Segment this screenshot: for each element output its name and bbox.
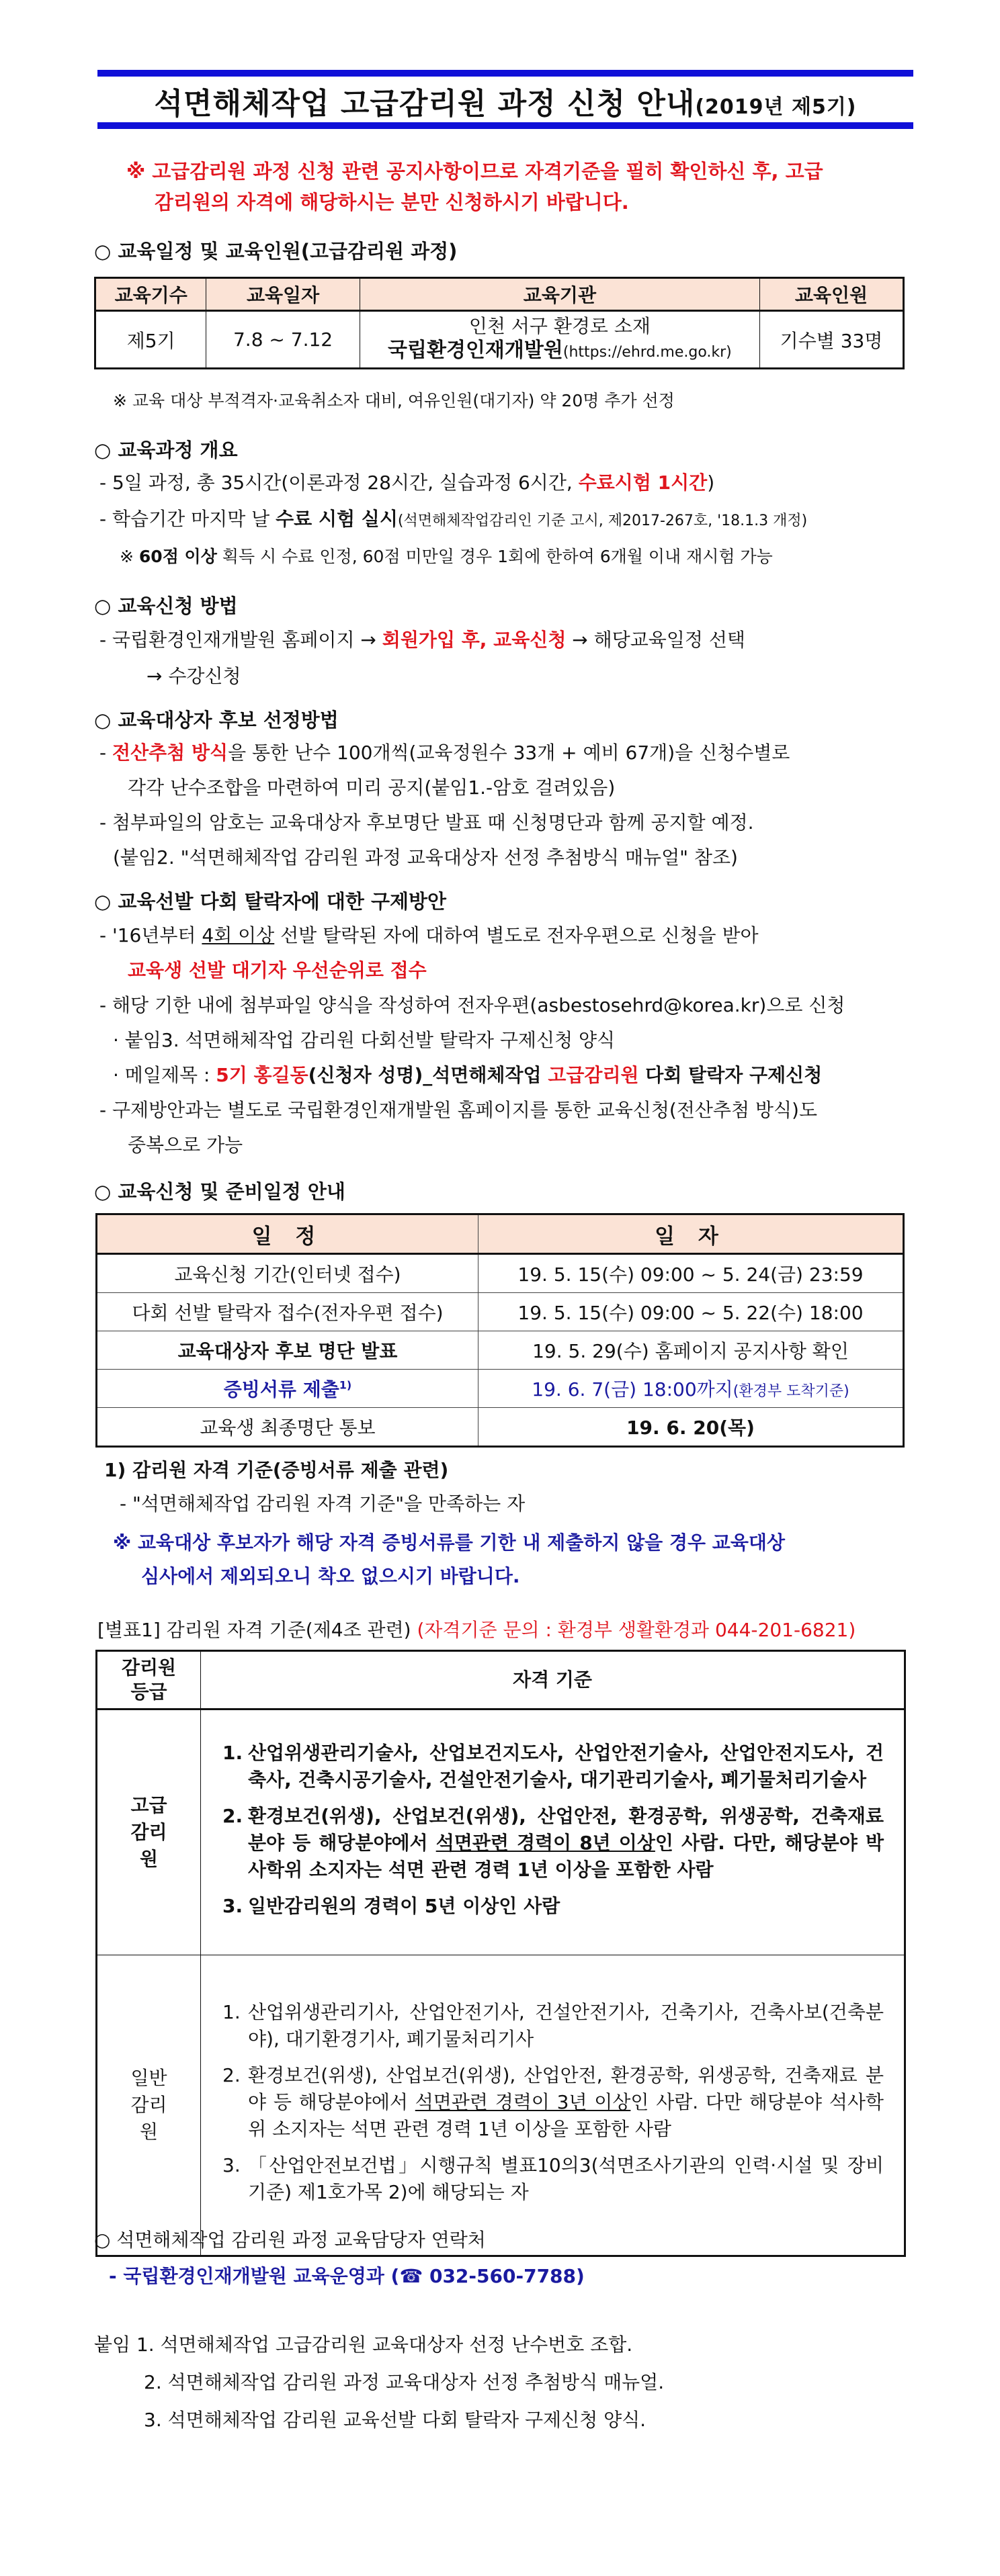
date-cell: 19. 5. 15(수) 09:00 ~ 5. 22(수) 18:00 [478, 1293, 904, 1331]
selection-line-1: - 전산추첨 방식을 통한 난수 100개씩(교육정원수 33개 + 예비 67개)을 신청수별로 [99, 742, 790, 764]
section-timeline-heading: ○ 교육신청 및 준비일정 안내 [94, 1180, 345, 1203]
event-cell: 증빙서류 제출$^{1)}$ [97, 1370, 478, 1408]
footnote-1: 1) 감리원 자격 기준(증빙서류 제출 관련) [104, 1459, 449, 1481]
notice-line-2: 감리원의 자격에 해당하시는 분만 신청하시기 바랍니다. [155, 191, 629, 214]
apply-line-2: → 수강신청 [147, 665, 241, 687]
event-cell: 교육생 최종명단 통보 [97, 1408, 478, 1447]
section-relief-heading: ○ 교육선발 다회 탈락자에 대한 구제방안 [94, 890, 447, 913]
attachment-3: 3. 석면해체작업 감리원 교육선발 다회 탈락자 구제신청 양식. [144, 2409, 647, 2431]
relief-line-3: - 해당 기한 내에 첨부파일 양식을 작성하여 전자우편(asbestosehrd@korea.kr)으로 신청 [99, 994, 845, 1016]
selection-line-3: - 첨부파일의 암호는 교육대상자 후보명단 발표 때 신청명단과 함께 공지할 예정. [99, 811, 754, 834]
warning-line-1: ※ 교육대상 후보자가 해당 자격 증빙서류를 기한 내 제출하지 않을 경우 교육대상 [113, 1531, 785, 1554]
schedule-table [94, 277, 905, 369]
senior-item-3: 3. 일반감리원의 경력이 5년 이상인 사람 [222, 1895, 560, 1917]
header-when: 일 자 [478, 1214, 904, 1254]
general-criteria-cell [201, 1955, 905, 2256]
timeline-row [97, 1408, 904, 1447]
warning-line-2: 심사에서 제외되오니 착오 없으시기 바랍니다. [141, 1565, 520, 1587]
attachment-2: 2. 석면해체작업 감리원 과정 교육대상자 선정 추첨방식 매뉴얼. [144, 2371, 665, 2393]
relief-line-5: · 메일제목 : 5기 홍길동(신청자 성명)_석면해체작업 고급감리원 다회 탈락자 구제신청 [113, 1064, 823, 1086]
timeline-table-header [97, 1214, 904, 1254]
header-event: 일 정 [97, 1214, 478, 1254]
event-cell: 교육대상자 후보 명단 발표 [97, 1331, 478, 1370]
timeline-row [97, 1370, 904, 1408]
footnote-2: - "석면해체작업 감리원 자격 기준"을 만족하는 자 [120, 1493, 526, 1515]
timeline-row [97, 1331, 904, 1370]
senior-row [97, 1709, 905, 1955]
relief-line-2: 교육생 선발 대기자 우선순위로 접수 [128, 959, 427, 981]
institution-address: 인천 서구 환경로 소재 [468, 315, 651, 337]
date-cell: 19. 6. 20(목) [478, 1408, 904, 1447]
section-selection-heading: ○ 교육대상자 후보 선정방법 [94, 709, 339, 731]
overview-line-1: - 5일 과정, 총 35시간(이론과정 28시간, 실습과정 6시간, 수료시험 1시간) [99, 472, 715, 494]
overview-line-2: - 학습기간 마지막 날 수료 시험 실시(석면해체작업감리인 기준 고시, 제2017-267호, '18.1.3 개정) [99, 508, 808, 530]
senior-item-1: 1. 산업위생관리기술사, 산업보건지도사, 산업안전기술사, 산업안전지도사, 건축사, 건축시공기술사, 건설안전기술사, 대기관리기술사, 폐기물처리기술사 [222, 1742, 884, 1791]
notice-line-1: ※ 고급감리원 과정 신청 관련 공지사항이므로 자격기준을 필히 확인하신 후, 고급 [126, 160, 823, 183]
relief-line-6: - 구제방안과는 별도로 국립환경인재개발원 홈페이지를 통한 교육신청(전산추첨 방식)도 [99, 1099, 817, 1121]
page-title: 석면해체작업 고급감리원 과정 신청 안내(2019년 제5기) [154, 87, 857, 121]
title-bottom-bar [97, 122, 913, 129]
timeline-row [97, 1293, 904, 1331]
header-date: 교육일자 [206, 278, 360, 311]
senior-criteria-cell [201, 1709, 905, 1955]
notice-block [126, 156, 909, 218]
cell-date: 7.8 ~ 7.12 [206, 311, 360, 369]
cell-count: 기수별 33명 [760, 311, 904, 369]
title-top-bar [97, 70, 913, 77]
relief-line-4: · 붙임3. 석면해체작업 감리원 다회선발 탈락자 구제신청 양식 [113, 1029, 616, 1051]
date-cell: 19. 5. 15(수) 09:00 ~ 5. 24(금) 23:59 [478, 1254, 904, 1293]
general-grade-cell: 일반 감리원 [97, 1955, 201, 2256]
senior-item-2: 2. 환경보건(위생), 산업보건(위생), 산업안전, 환경공학, 위생공학, 건축재료 분야 등 해당분야에서 석면관련 경력이 8년 이상인 사람. 다만, 해당분야 박사학위 소지자는 석면 관련 경력 1년 이상을 포함한 사람 [222, 1805, 884, 1881]
event-cell: 교육신청 기간(인터넷 접수) [97, 1254, 478, 1293]
general-item-2: 2. 환경보건(위생), 산업보건(위생), 산업안전, 환경공학, 위생공학, 건축재료 분야 등 해당분야에서 석면관련 경력이 3년 이상인 사람. 다만 해당분야 석사학위 소지자는 석면 관련 경력 1년 이상을 포함한 사람 [222, 2064, 884, 2140]
selection-line-2: 각각 난수조합을 마련하여 미리 공지(붙임1.-암호 걸려있음) [128, 776, 616, 799]
qualification-table-header [97, 1651, 905, 1709]
relief-line-1: - '16년부터 4회 이상 선발 탈락된 자에 대하여 별도로 전자우편으로 신청을 받아 [99, 924, 759, 946]
header-term: 교육기수 [95, 278, 206, 311]
cell-term: 제5기 [95, 311, 206, 369]
header-institution: 교육기관 [360, 278, 759, 311]
apply-line-1: - 국립환경인재개발원 홈페이지 → 회원가입 후, 교육신청 → 해당교육일정 선택 [99, 629, 745, 651]
senior-grade-cell: 고급 감리원 [97, 1709, 201, 1955]
cell-institution [360, 311, 759, 369]
schedule-table-header [95, 278, 904, 311]
date-cell: 19. 6. 7(금) 18:00까지(환경부 도착기준) [478, 1370, 904, 1408]
date-cell: 19. 5. 29(수) 홈페이지 공지사항 확인 [478, 1331, 904, 1370]
header-criteria: 자격 기준 [201, 1651, 905, 1709]
institution-name: 국립환경인재개발원 [388, 339, 563, 362]
header-count: 교육인원 [760, 278, 904, 311]
section-apply-heading: ○ 교육신청 방법 [94, 594, 238, 617]
timeline-table [95, 1213, 905, 1448]
title-edition: (2019년 제5기) [695, 95, 857, 119]
qualification-table [95, 1650, 906, 2257]
section-overview-heading: ○ 교육과정 개요 [94, 439, 238, 461]
relief-line-7: 중복으로 가능 [128, 1134, 243, 1156]
schedule-table-row [95, 311, 904, 369]
schedule-note: ※ 교육 대상 부적격자·교육취소자 대비, 여유인원(대기자) 약 20명 추가 선정 [113, 391, 675, 410]
event-cell: 다회 선발 탈락자 접수(전자우편 접수) [97, 1293, 478, 1331]
timeline-row [97, 1254, 904, 1293]
contact-line: - 국립환경인재개발원 교육운영과 (☎ 032-560-7788) [109, 2265, 585, 2287]
institution-url[interactable]: (https://ehrd.me.go.kr) [562, 344, 732, 361]
section-schedule-heading: ○ 교육일정 및 교육인원(고급감리원 과정) [94, 240, 458, 263]
general-item-1: 1. 산업위생관리기사, 산업안전기사, 건설안전기사, 건축기사, 건축사보(건축분야), 대기환경기사, 폐기물처리기사 [222, 2001, 884, 2050]
attachment-1: 붙임 1. 석면해체작업 고급감리원 교육대상자 선정 난수번호 조합. [94, 2334, 633, 2356]
general-item-3: 3. 「산업안전보건법」시행규칙 별표10의3(석면조사기관의 인력·시설 및 장비기준) 제1호가목 2)에 해당되는 자 [222, 2154, 884, 2203]
selection-line-4: (붙임2. "석면해체작업 감리원 과정 교육대상자 선정 추첨방식 매뉴얼" 참조) [113, 846, 738, 869]
annex-caption: [별표1] 감리원 자격 기준(제4조 관련) (자격기준 문의 : 환경부 생활환경과 044-201-6821) [97, 1619, 856, 1641]
contact-heading: ○ 석면해체작업 감리원 과정 교육담당자 연락처 [94, 2229, 486, 2251]
overview-line-3: ※ 60점 이상 획득 시 수료 인정, 60점 미만일 경우 1회에 한하여 6개월 이내 재시험 가능 [120, 547, 773, 566]
general-row [97, 1955, 905, 2256]
header-grade: 감리원 등급 [97, 1651, 201, 1709]
